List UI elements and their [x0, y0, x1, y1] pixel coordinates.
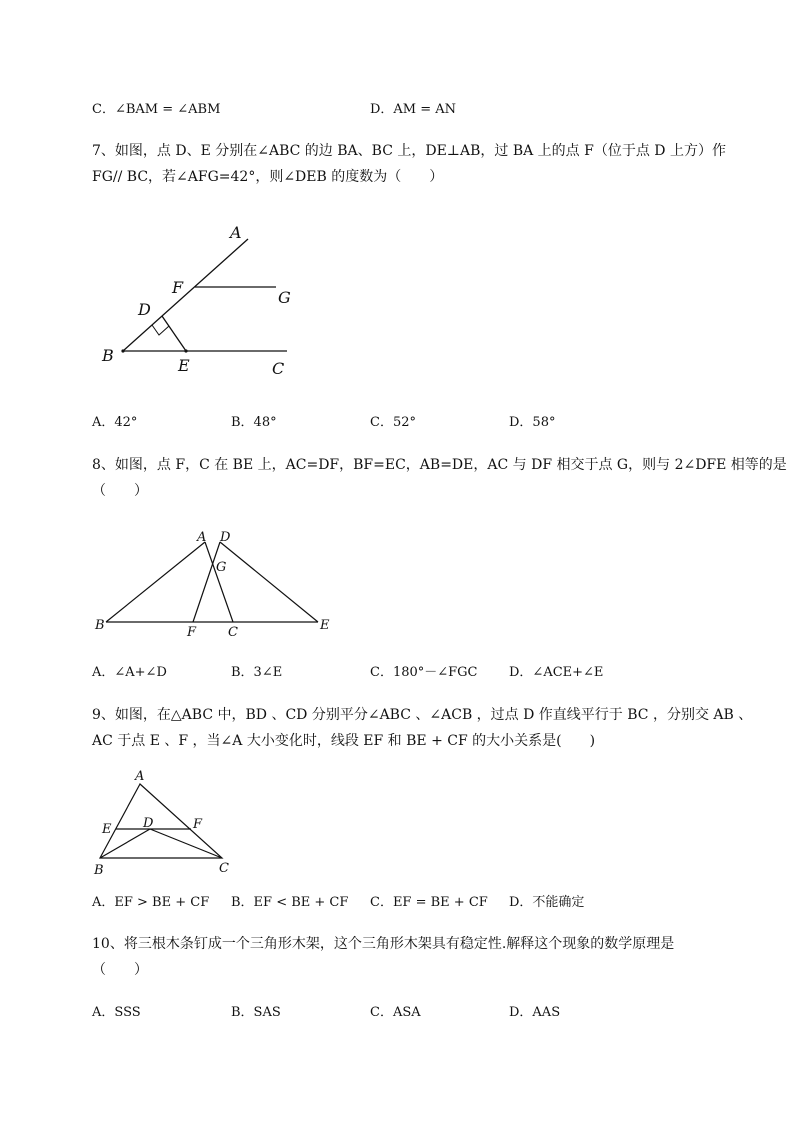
- q8-label-g: G: [216, 560, 227, 575]
- q10-option-c: C．ASA: [370, 1005, 421, 1020]
- q6-option-d: D．AM = AN: [370, 102, 457, 117]
- q9-label-a: A: [135, 769, 145, 784]
- q7-label-f: F: [172, 278, 184, 297]
- q10-stem-line2: （ ）: [92, 962, 148, 978]
- q10-option-a: A．SSS: [92, 1005, 141, 1020]
- q7-label-a: A: [230, 223, 242, 242]
- q8-label-c: C: [228, 625, 238, 640]
- q9-stem-line2: AC 于点 E 、F ，当∠A 大小变化时，线段 EF 和 BE + CF 的大小关系是( ): [92, 733, 596, 749]
- q7-option-c: C．52°: [370, 415, 416, 430]
- q9-label-d: D: [143, 816, 154, 831]
- q7-label-d: D: [138, 300, 151, 319]
- q9-option-b: B．EF < BE + CF: [231, 895, 349, 910]
- q8-option-c: C．180°－∠FGC: [370, 665, 478, 680]
- q9-label-f: F: [193, 817, 203, 832]
- q7-label-c: C: [272, 359, 285, 378]
- q7-label-b: B: [102, 346, 114, 365]
- q8-label-f: F: [187, 625, 197, 640]
- q8-option-a: A．∠A+∠D: [92, 665, 167, 680]
- q8-label-d: D: [220, 530, 231, 545]
- q7-label-g: G: [278, 288, 291, 307]
- q8-stem-line2: （ ）: [92, 483, 148, 499]
- q7-option-d: D．58°: [509, 415, 556, 430]
- q9-label-c: C: [219, 861, 229, 876]
- q7-stem-line1: 7、如图，点 D、E 分别在∠ABC 的边 BA、BC 上，DE⊥AB，过 BA 上的点 F（位于点 D 上方）作: [92, 143, 726, 159]
- q9-label-e: E: [102, 822, 112, 837]
- q8-option-d: D．∠ACE+∠E: [509, 665, 604, 680]
- q9-label-b: B: [94, 863, 104, 878]
- q8-label-a: A: [197, 530, 207, 545]
- q7-option-a: A．42°: [92, 415, 138, 430]
- q8-label-b: B: [95, 618, 105, 633]
- q9-stem-line1: 9、如图，在△ABC 中，BD 、CD 分别平分∠ABC 、∠ACB ，过点 D 作直线平行于 BC ，分别交 AB 、: [92, 707, 753, 723]
- q9-option-c: C．EF = BE + CF: [370, 895, 488, 910]
- q10-option-b: B．SAS: [231, 1005, 281, 1020]
- q7-label-e: E: [178, 356, 190, 375]
- q8-stem-line1: 8、如图，点 F，C 在 BE 上，AC=DF，BF=EC，AB=DE，AC 与 DF 相交于点 G，则与 2∠DFE 相等的是: [92, 457, 787, 473]
- q9-segment-cd: [150, 829, 222, 858]
- q10-option-d: D．AAS: [509, 1005, 561, 1020]
- q8-option-b: B．3∠E: [231, 665, 283, 680]
- q7-stem-line2: FG// BC，若∠AFG=42°，则∠DEB 的度数为（ ）: [92, 169, 444, 185]
- q7-option-b: B．48°: [231, 415, 277, 430]
- q8-label-e: E: [320, 618, 330, 633]
- q9-option-a: A．EF > BE + CF: [92, 895, 210, 910]
- q6-option-c: C．∠BAM = ∠ABM: [92, 102, 221, 117]
- q10-stem-line1: 10、将三根木条钉成一个三角形木架，这个三角形木架具有稳定性.解释这个现象的数学原理是: [92, 936, 675, 952]
- q9-option-d: D．不能确定: [509, 895, 585, 910]
